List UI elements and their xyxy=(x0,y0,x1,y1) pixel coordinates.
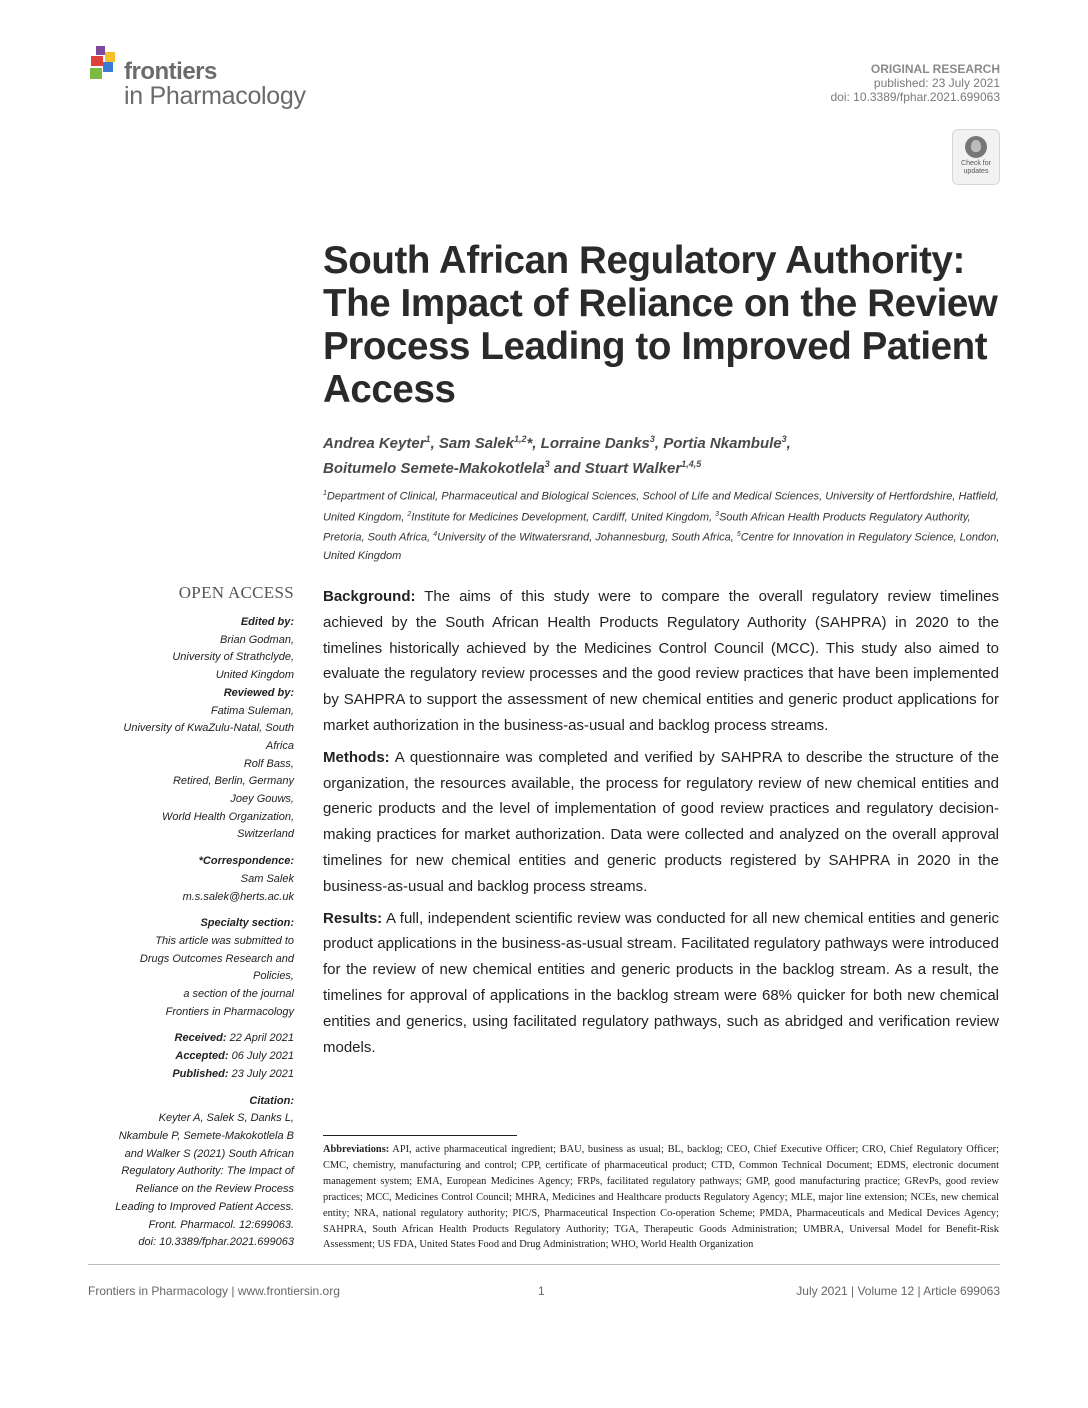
check-updates-label: Check for updates xyxy=(961,160,991,175)
affiliation-mark: 1 xyxy=(323,490,327,497)
specialty-list xyxy=(88,933,294,1022)
author-separator: and xyxy=(549,460,585,477)
abstract-section-label: Background: xyxy=(323,588,416,605)
author-name[interactable]: Stuart Walker xyxy=(584,460,682,477)
affiliation-mark: 3 xyxy=(715,510,720,518)
date-row xyxy=(88,1048,294,1066)
citation-line: Keyter A, Salek S, Danks L, xyxy=(158,1112,294,1125)
author-name[interactable]: Sam Salek xyxy=(438,435,514,452)
date-label: Received: xyxy=(174,1032,227,1045)
author-affiliation-mark: 1 xyxy=(425,434,431,444)
published-date: published: 23 July 2021 xyxy=(873,76,1000,90)
abstract-section-text: A questionnaire was completed and verified by SAHPRA to describe the structure of the organization, the resources available, the process for regulatory review of new chemical entities and generic products and the level of implementation of good review practices and regulatory decision-making practices for market authorization. Data were collected and analyzed on the overall approval timelines for new chemical entities and generic products registered by SAHPRA in 2020 in the business-as-usual and backlog process streams. xyxy=(323,748,999,895)
author-separator: *, xyxy=(526,435,541,452)
footnote-label: Abbreviations: xyxy=(323,1144,390,1155)
abstract-paragraph xyxy=(323,906,999,1061)
affiliation-mark: 2 xyxy=(407,510,412,518)
reviewer-line: Retired, Berlin, Germany xyxy=(172,775,294,788)
abbreviations-footnote xyxy=(323,1142,999,1253)
journal-name: in Pharmacology xyxy=(124,82,306,110)
journal-logo[interactable] xyxy=(88,44,328,114)
citation-line: Front. Pharmacol. 12:699063. xyxy=(148,1218,294,1231)
date-value: 22 April 2021 xyxy=(226,1032,294,1045)
brand-name: frontiers xyxy=(124,58,217,85)
date-row xyxy=(88,1030,294,1048)
article-title: South African Regulatory Authority: The Impact of Reliance on the Review Process Leading to Improved Patient Access xyxy=(323,239,998,411)
date-label: Accepted: xyxy=(175,1050,229,1063)
author-name[interactable]: Andrea Keyter xyxy=(323,435,426,452)
edited-by-list xyxy=(88,632,294,685)
date-label: Published: xyxy=(172,1067,229,1080)
footnote-text: API, active pharmaceutical ingredient; BAU, business as usual; BL, backlog; CEO, Chief Executive Officer; CRO, Chief Regulatory Officer; CMC, chemistry, manufacturing and control; CPP, certificate of pharmaceutical product; CTD, Common Technical Document; EDMS, electronic document management system; EMA, European Medicines Agency; FRPs, facilitated regulatory pathways; GMP, good manufacturing practice; GRevPs, good review practices; MCC, Medicines Control Council; MHRA, Medicines and Healthcare products Regulatory Agency; MLE, major line extension; NCEs, new chemical entity; NRA, national regulatory authority; PIC/S, Pharmaceutical Inspection Co-operation Scheme; PMDA, Pharmaceuticals and Medical Devices Agency; SAHPRA, South African Health Products Regulatory Authority; TGA, Therapeutic Goods Administration; UMBRA, Universal Model for Benefit-Risk Assessment; US FDA, United States Food and Drug Administration; WHO, World Health Organization xyxy=(323,1144,999,1251)
correspondence-list xyxy=(88,871,294,906)
date-value: 06 July 2021 xyxy=(228,1050,294,1063)
open-access-label: OPEN ACCESS xyxy=(178,583,294,602)
affiliations xyxy=(323,485,1013,565)
edited-by-heading: Edited by: xyxy=(240,616,294,628)
date-value: 23 July 2021 xyxy=(228,1067,294,1080)
specialty-line: a section of the journal xyxy=(183,988,294,1001)
author-name[interactable]: Portia Nkambule xyxy=(663,435,782,452)
editor-line: University of Strathclyde, xyxy=(172,651,294,664)
specialty-line: Drugs Outcomes Research and xyxy=(139,952,294,965)
reviewed-by-heading: Reviewed by: xyxy=(223,686,294,699)
frontiers-logo-icon xyxy=(88,44,118,84)
abstract-paragraph xyxy=(323,584,999,739)
citation-line: Leading to Improved Patient Access. xyxy=(115,1200,294,1213)
article-sidebar xyxy=(88,583,294,1252)
specialty-line: Frontiers in Pharmacology xyxy=(165,1005,294,1018)
reviewer-line: Rolf Bass, xyxy=(243,757,294,770)
citation-heading: Citation: xyxy=(249,1094,294,1107)
citation-line: doi: 10.3389/fphar.2021.699063 xyxy=(138,1236,294,1249)
author-separator: , xyxy=(786,435,791,452)
reviewer-line: Fatima Suleman, xyxy=(210,704,294,717)
footer-divider xyxy=(88,1264,1000,1265)
reviewer-line: Joey Gouws, xyxy=(230,793,294,806)
correspondence-heading: *Correspondence: xyxy=(198,855,294,868)
author-name[interactable]: Lorraine Danks xyxy=(540,435,650,452)
article-type: ORIGINAL RESEARCH xyxy=(870,62,1000,76)
article-dates xyxy=(88,1030,294,1083)
footnote-divider xyxy=(323,1135,517,1136)
reviewer-line: Switzerland xyxy=(237,828,294,841)
reviewed-by-list xyxy=(88,703,294,845)
affiliation-text: Department of Clinical, Pharmaceutical and Biological Sciences, School of Life and Medical Sciences, University of Hertfordshire, Hatfield, United Kingdom, xyxy=(323,490,999,524)
reviewer-line: World Health Organization, xyxy=(161,810,294,823)
citation-line: Reliance on the Review Process xyxy=(135,1183,294,1196)
abstract-paragraph xyxy=(323,745,999,900)
abstract xyxy=(323,584,999,1066)
footer-issue-info: July 2021 | Volume 12 | Article 699063 xyxy=(796,1284,1000,1298)
citation-line: and Walker S (2021) South African xyxy=(124,1147,294,1160)
editor-line: Brian Godman, xyxy=(220,633,294,646)
author-separator: , xyxy=(654,435,664,452)
specialty-line: Policies, xyxy=(253,970,294,983)
reviewer-line: University of KwaZulu-Natal, South xyxy=(123,722,294,735)
citation-line: Nkambule P, Semete-Makokotlela B xyxy=(118,1129,294,1142)
page-number: 1 xyxy=(538,1284,545,1298)
author-affiliation-mark: 1,2 xyxy=(513,434,527,444)
author-affiliation-mark: 3 xyxy=(649,434,655,444)
affiliation-text: Institute for Medicines Development, Cardiff, United Kingdom, xyxy=(411,511,716,524)
check-for-updates-button[interactable] xyxy=(952,129,1000,185)
reviewer-line: Africa xyxy=(265,739,294,752)
affiliation-text: Centre for Innovation in Regulatory Science, London, United Kingdom xyxy=(323,531,1000,562)
footer-journal-link[interactable]: Frontiers in Pharmacology | www.frontiersin.org xyxy=(88,1284,340,1298)
abstract-section-text: A full, independent scientific review was conducted for all new chemical entities and generic product applications in the business-as-usual stream. Facilitated regulatory pathways were introduced for the review of new chemical entities and generic products in the backlog stream. As a result, the timelines for approval of applications in the backlog stream were 68% quicker for both new chemical entities and generics, using facilitated regulatory pathways, such as abridged and verification review models. xyxy=(323,909,999,1056)
abstract-section-text: The aims of this study were to compare the overall regulatory review timelines achieved by the South African Health Products Regulatory Authority (SAHPRA) in 2020 to the timelines historically achieved by the Medicines Control Council (MCC). This study also aimed to evaluate the regulatory review processes and the good review practices that have been implemented by SAHPRA to support the assessment of new chemical entities and generic product applications for market authorization in the business-as-usual and backlog process streams. xyxy=(323,588,999,734)
article-meta xyxy=(831,62,1001,104)
affiliation-mark: 5 xyxy=(736,531,741,539)
abstract-section-label: Methods: xyxy=(323,748,390,766)
correspondence-line: m.s.salek@herts.ac.uk xyxy=(182,890,294,903)
specialty-heading: Specialty section: xyxy=(200,917,294,930)
affiliation-text: South African Health Products Regulatory Authority, Pretoria, South Africa, xyxy=(323,511,971,544)
abstract-section-label: Results: xyxy=(323,909,383,927)
author-list xyxy=(323,429,1023,479)
article-doi[interactable]: doi: 10.3389/fphar.2021.699063 xyxy=(830,90,1000,104)
author-name[interactable]: Boitumelo Semete-Makokotlela xyxy=(323,460,545,477)
citation-text xyxy=(88,1110,294,1252)
citation-line: Regulatory Authority: The Impact of xyxy=(121,1165,294,1178)
affiliation-mark: 4 xyxy=(433,531,438,539)
check-updates-icon xyxy=(965,136,987,158)
author-affiliation-mark: 3 xyxy=(781,434,787,444)
correspondence-line: Sam Salek xyxy=(240,872,294,885)
date-row xyxy=(88,1066,294,1084)
affiliation-text: University of the Witwatersrand, Johannesburg, South Africa, xyxy=(437,531,737,544)
author-separator: , xyxy=(430,435,439,452)
editor-line: United Kingdom xyxy=(215,669,294,682)
specialty-line: This article was submitted to xyxy=(155,934,294,947)
author-affiliation-mark: 3 xyxy=(544,459,550,469)
author-affiliation-mark: 1,4,5 xyxy=(681,459,702,469)
